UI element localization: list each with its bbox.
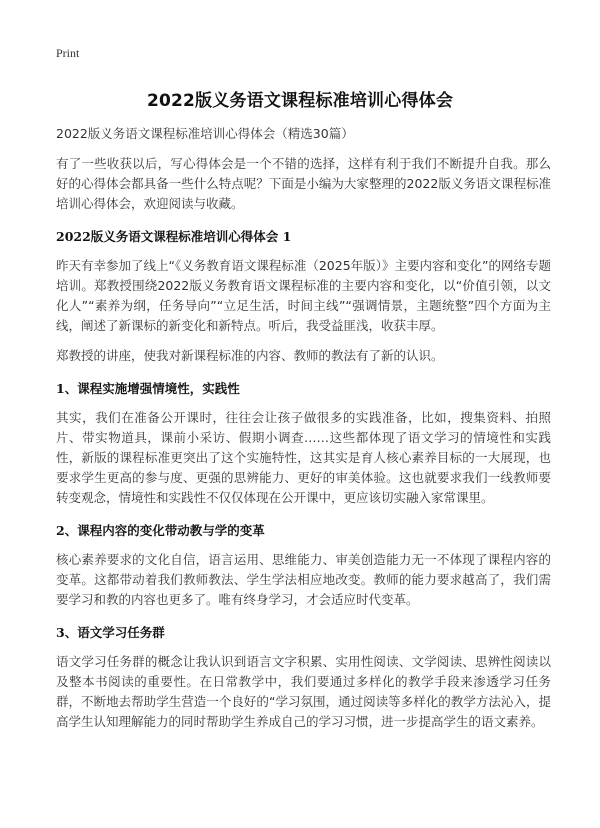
article-heading: 2022版义务语文课程标准培训心得体会 1: [56, 229, 292, 244]
section-3-heading: 3、语文学习任务群: [56, 625, 165, 640]
print-link[interactable]: Print: [56, 46, 80, 60]
intro-paragraph: 有了一些收获以后，写心得体会是一个不错的选择，这样有利于我们不断提升自我。那么好的心得体会都具备一些什么特点呢？下面是小编为大家整理的2022版义务语文课程标准培训心得体会，欢迎阅读与收藏。: [56, 156, 551, 211]
document-subtitle: 2022版义务语文课程标准培训心得体会（精选30篇）: [56, 126, 354, 141]
article-paragraph-1: 昨天有幸参加了线上“《义务教育语文课程标准（2025年版）》主要内容和变化”的网络专题培训。郑教授围绕2022版义务教育语文课程标准的主要内容和变化，以“价值引领，以文化人”“素养为纲，任务导向”“立足生活，时间主线”“强调情景，主题统整”四个方面为主线，阐述了新课标的新变化和新特点。听后，我受益匪浅，收获丰厚。: [56, 258, 551, 333]
section-1-text: 其实，我们在准备公开课时，往往会让孩子做很多的实践准备，比如，搜集资料、拍照片、带实物道具，课前小采访、假期小调查……这些都体现了语文学习的情境性和实践性，新版的课程标准更突出了这个实施特性，这其实是育人核心素养目标的一大展现，也要求学生更高的参与度、更强的思辨能力、更好的审美体验。这也就要求我们一线教师要转变观念，情境性和实践性不仅仅体现在公开课中，更应该切实融入家常课里。: [56, 410, 551, 505]
section-2-heading: 2、课程内容的变化带动教与学的变革: [56, 523, 265, 538]
section-2-text: 核心素养要求的文化自信，语言运用、思维能力、审美创造能力无一不体现了课程内容的变革。这都带动着我们教师教法、学生学法相应地改变。教师的能力要求越高了，我们需要学习和教的内容也更多了。唯有终身学习，才会适应时代变革。: [56, 552, 551, 607]
section-1-heading: 1、课程实施增强情境性，实践性: [56, 381, 240, 396]
section-3-text: 语文学习任务群的概念让我认识到语言文字积累、实用性阅读、文学阅读、思辨性阅读以及整本书阅读的重要性。在日常教学中，我们要通过多样化的教学手段来渗透学习任务群，不断地去帮助学生营造一个良好的“学习氛围，通过阅读等多样化的教学方法沁入，提高学生认知理解能力的同时帮助学生养成自己的学习习惯，进一步提高学生的语文素养。: [56, 654, 551, 729]
page-title: 2022版义务语文课程标准培训心得体会: [146, 91, 454, 111]
document-body: [56, 124, 551, 742]
article-paragraph-2: 郑教授的讲座，使我对新课程标准的内容、教师的教法有了新的认识。: [56, 348, 444, 363]
